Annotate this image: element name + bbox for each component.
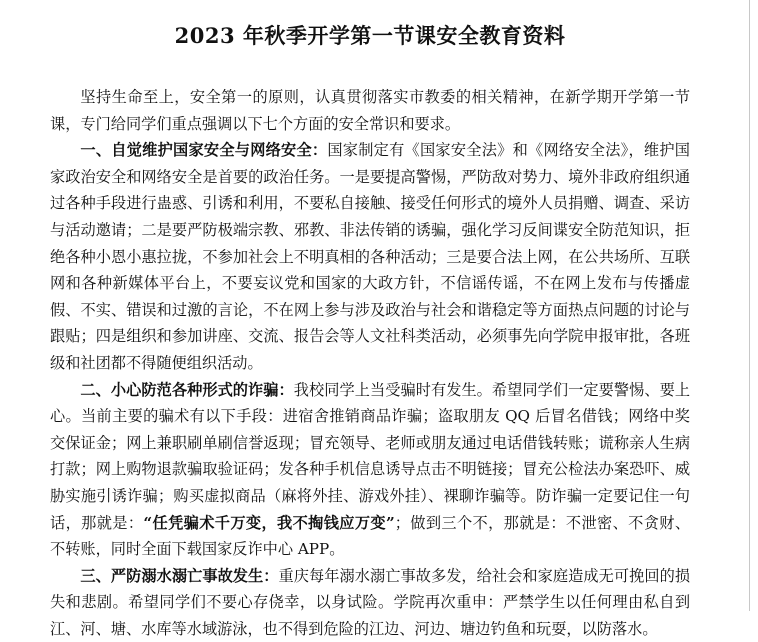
intro-paragraph: 坚持生命至上，安全第一的原则，认真贯彻落实市教委的相关精神，在新学期开学第一节课，专门给同学们重点强调以下七个方面的安全常识和要求。 xyxy=(50,88,690,133)
section-text: 我校同学上当受骗时有发生。希望同学们一定要警惕、要上心。当前主要的骗术有以下手段：进宿舍推销商品诈骗；盗取朋友 QQ 后冒名借钱；网络中奖交保证金；网上兼职刷单刷信誉返现；冒充领导、老师或朋友通过电话借钱转账；谎称亲人生病打款；网上购物退款骗取验证码；发各种手机信息诱导点击不明链接；冒充公检法办案恐吓、威胁实施引诱诈骗；购买虚拟商品（麻将外挂、游戏外挂）、裸聊诈骗等。防诈骗一定要记住一句话，那就是： xyxy=(50,380,691,532)
document-body xyxy=(50,84,690,642)
section-text: 重庆每年溺水溺亡事故多发，给社会和家庭造成无可挽回的损失和悲剧。希望同学们不要心存侥幸，以身试险。学院再次重申：严禁学生以任何理由私自到江、河、塘、水库等水域游泳，也不得到危险的江边、河边、塘边钓鱼和玩耍，以防落水。 xyxy=(50,566,691,638)
document-title: 2023 年秋季开学第一节课安全教育资料 xyxy=(174,23,566,48)
section-heading: 二、小心防范各种形式的诈骗： xyxy=(80,380,294,399)
section-fraud-prevention xyxy=(50,377,690,563)
section-text-continued: ；做到三个不，那就是：不泄密、不贪财、不转账，同时全面下载国家反诈中心 APP。 xyxy=(50,513,691,559)
section-heading: 三、严防溺水溺亡事故发生： xyxy=(80,566,279,585)
anti-fraud-slogan: “任凭骗术千万变，我不掏钱应万变” xyxy=(143,513,395,532)
section-text: 国家制定有《国家安全法》和《网络安全法》，维护国家政治安全和网络安全是首要的政治任务。一是要提高警惕，严防敌对势力、境外非政府组织通过各种手段进行蛊惑、引诱和利用，不要私自接触、接受任何形式的境外人员捐赠、调查、采访与活动邀请；二是要严防极端宗教、邪教、非法传销的诱骗，强化学习反间谍安全防范知识，拒绝各种小恩小惠拉拢，不参加社会上不明真相的各种活动；三是要合法上网，在公共场所、互联网和各种新媒体平台上，不要妄议党和国家的大政方针，不信谣传谣，不在网上发布与传播虚假、不实、错误和过激的言论，不在网上参与涉及政治与社会和谐稳定等方面热点问题的讨论与跟贴；四是组织和参加讲座、交流、报告会等人文社科类活动，必须事先向学院申报审批，各班级和社团都不得随便组织活动。 xyxy=(50,141,690,372)
section-drowning-prevention xyxy=(50,563,690,642)
page-edge-line xyxy=(749,0,750,611)
section-heading: 一、自觉维护国家安全与网络安全： xyxy=(80,141,328,160)
section-national-security xyxy=(50,137,690,376)
